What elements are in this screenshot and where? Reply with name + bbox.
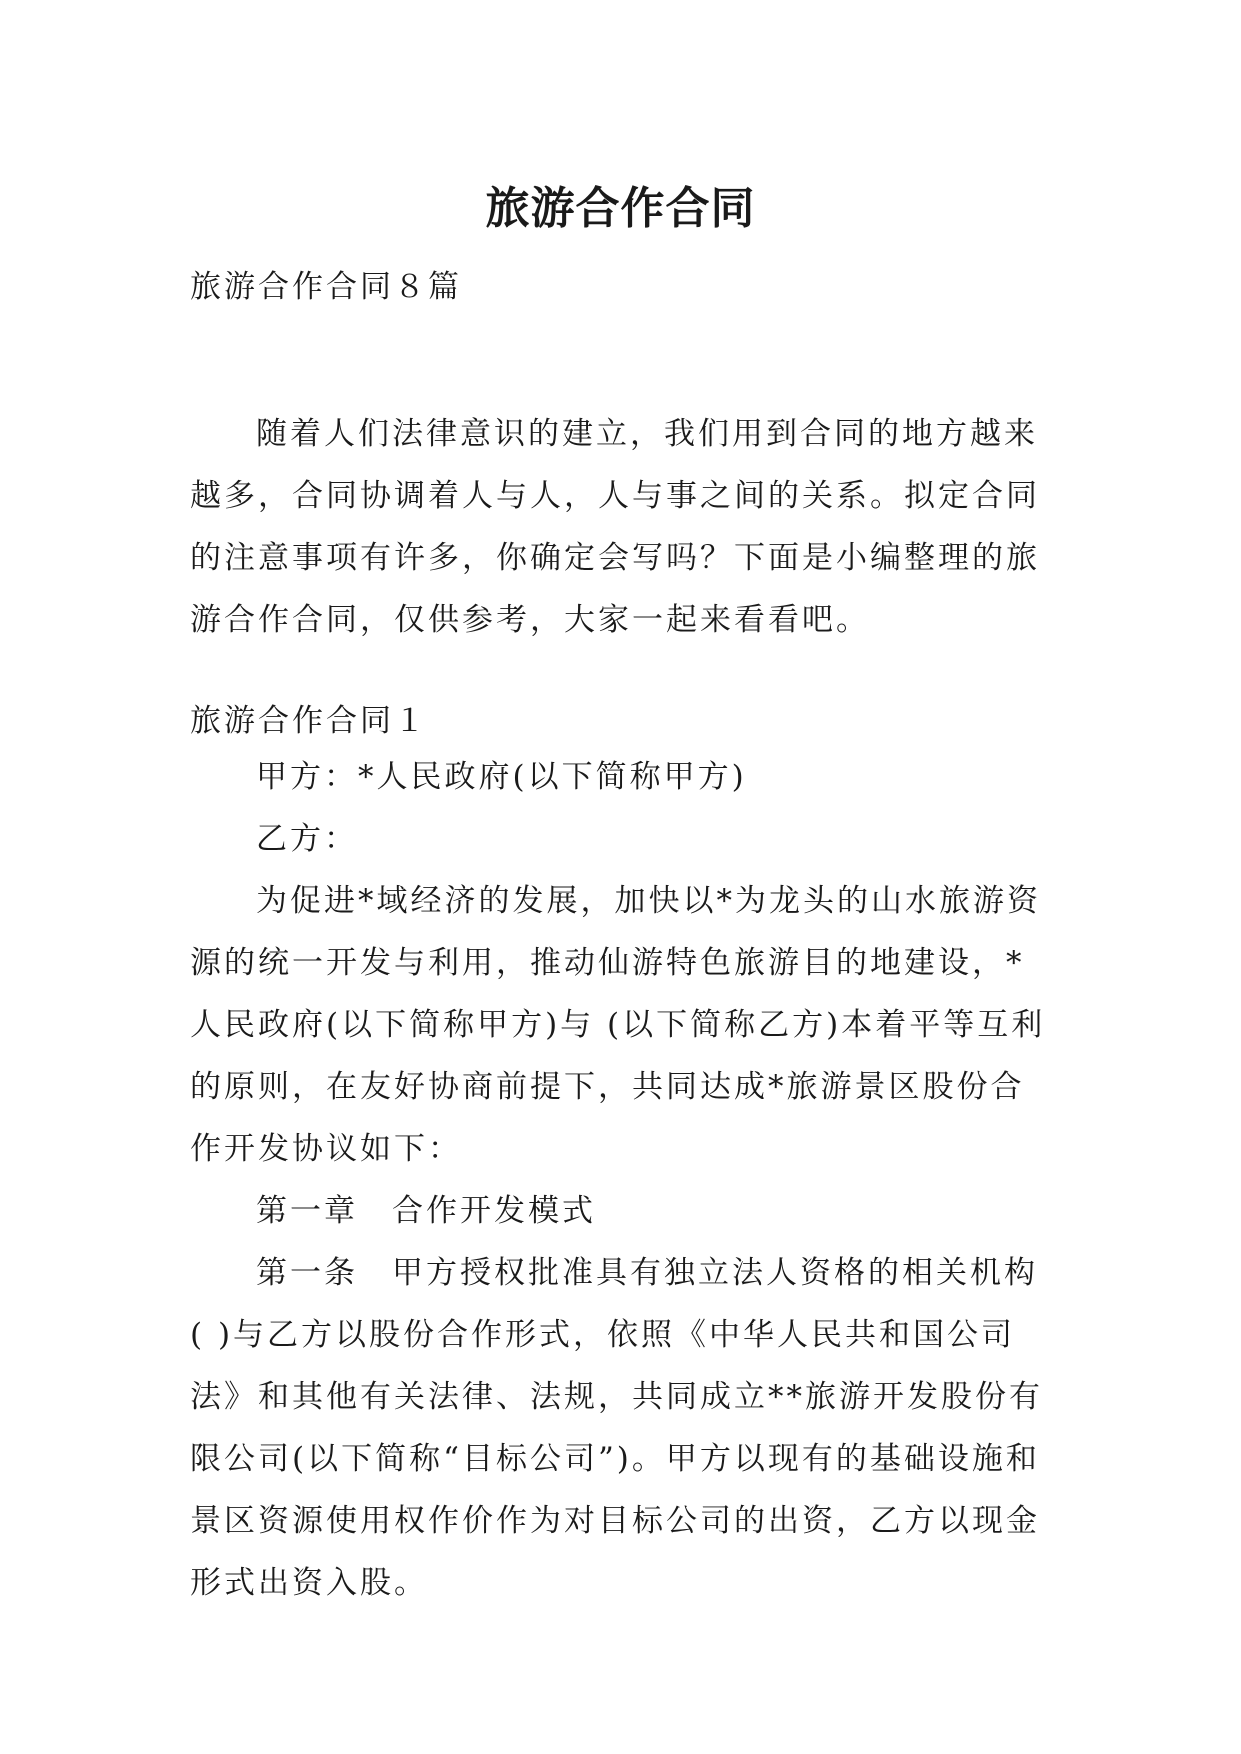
section-heading: 旅游合作合同１: [190, 703, 428, 739]
party-b-line: 乙方：: [256, 821, 358, 857]
party-a-line: 甲方：*人民政府(以下简称甲方): [256, 759, 747, 795]
document-title: 旅游合作合同: [485, 183, 756, 235]
preamble-paragraph: 为促进*域经济的发展，加快以*为龙头的山水旅游资源的统一开发与利用，推动仙游特色旅游目的地建设，*人民政府(以下简称甲方)与 (以下简称乙方)本着平等互利的原则，在友好协商前提下，共同达成*旅游景区股份合作开发协议如下：: [190, 883, 1046, 1167]
article-paragraph: 第一条 甲方授权批准具有独立法人资格的相关机构( )与乙方以股份合作形式，依照《中华人民共和国公司法》和其他有关法律、法规，共同成立**旅游开发股份有限公司(以下简称“目标公司”)。甲方以现有的基础设施和景区资源使用权作价作为对目标公司的出资，乙方以现金形式出资入股。: [190, 1255, 1043, 1601]
document-subtitle: 旅游合作合同８篇: [190, 269, 462, 305]
contract-body: [190, 746, 1050, 1614]
intro-paragraph: 随着人们法律意识的建立，我们用到合同的地方越来越多，合同协调着人与人，人与事之间的关系。拟定合同的注意事项有许多，你确定会写吗？下面是小编整理的旅游合作合同，仅供参考，大家一起来看看吧。: [190, 416, 1040, 638]
chapter-heading: 第一章 合作开发模式: [256, 1193, 596, 1229]
